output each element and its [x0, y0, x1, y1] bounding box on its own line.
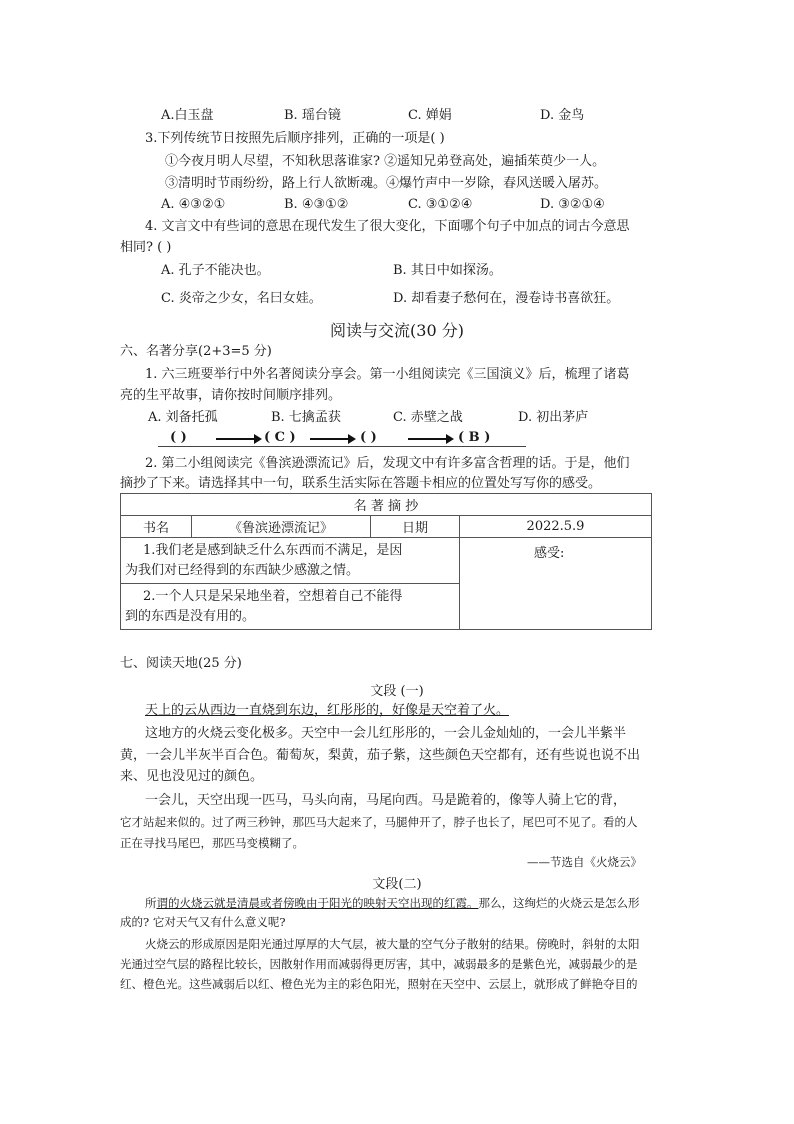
- q4-option-d: D. 却看妻子愁何在，漫卷诗书喜欲狂。: [393, 291, 620, 306]
- question-4-stem: 4. 文言文中有些词的意思在现代发生了很大变化，下面哪个句子中加点的词古今意思: [145, 219, 630, 234]
- part-6-q2: 2. 第二小组阅读完《鲁滨逊漂流记》后，发现文中有许多富含哲理的话。于是，他们: [145, 456, 630, 471]
- passage-2-line-1-pre: 所: [145, 896, 157, 910]
- arrow-3: [408, 438, 452, 440]
- poem-line-1: ①今夜月明人尽望，不知秋思落谁家? ②遥知兄弟登高处，遍插茱萸少一人。: [165, 154, 606, 169]
- quote-1-line-2: 为我们对已经得到的东西缺少感激之情。: [125, 562, 360, 578]
- event-option-a: A. 刘备托孤: [148, 410, 218, 425]
- feeling-label: 感受:: [534, 546, 565, 561]
- question-4-stem-cont: 相同? ( ): [120, 240, 172, 255]
- passage-2-para-2: 火烧云的形成原因是阳光通过厚厚的大气层，被大量的空气分子散射的结果。傍晚时，斜射的太阳: [145, 937, 640, 951]
- quote-2-line-1: 2.一个人只是呆呆地坐着，空想着自己不能得: [143, 588, 403, 604]
- passage-2-title: 文段(二): [372, 877, 422, 892]
- passage-1-underlined-sentence: 天上的云从西边一直烧到东边，红彤彤的，好像是天空着了火。: [145, 703, 510, 718]
- passage-1-para-3: 一会儿，天空出现一匹马，马头向南，马尾向西。马是跪着的，像等人骑上它的背，: [145, 793, 627, 808]
- passage-2-underlined: 谓的火烧云就是清晨或者傍晚由于阳光的映射天空出现的红霞。: [156, 896, 479, 910]
- event-option-b: B. 七擒孟获: [271, 410, 341, 425]
- section-title: 阅读与交流(30 分): [330, 321, 464, 340]
- quote-2-line-2: 到的东西是没有用的。: [125, 608, 256, 624]
- part-6-q1-cont: 亮的生平故事，请你按时间顺序排列。: [120, 388, 342, 403]
- event-option-d: D. 初出茅庐: [518, 410, 589, 425]
- poem-line-2: ③清明时节雨纷纷，路上行人欲断魂。④爆竹声中一岁除，春风送暖入屠苏。: [165, 176, 608, 191]
- passage-1-para-2-line-2: 黄，一会儿半灰半百合色。葡萄灰，梨黄，茄子紫，这些颜色天空都有，还有些说也说不出: [120, 748, 641, 763]
- sequence-slot-2[interactable]: ( C ): [264, 430, 296, 445]
- sequence-slot-1[interactable]: ( ): [170, 430, 187, 445]
- passage-1-para-3-line-2: 它才站起来似的。过了两三秒钟，那匹马大起来了，马腿伸开了，脖子也长了，尾巴可不见了。看的人: [120, 815, 638, 829]
- q3-option-d: D. ③②①④: [540, 197, 605, 212]
- part-6-heading: 六、名著分享(2+3=5 分): [120, 344, 272, 359]
- book-label: 书名: [121, 516, 192, 538]
- q3-option-b: B. ④③①②: [284, 197, 349, 212]
- option-d: D. 金鸟: [540, 108, 585, 123]
- book-title: 《鲁滨逊漂流记》: [192, 516, 371, 538]
- option-b: B. 瑶台镜: [284, 108, 341, 123]
- quote-1-line-1: 1.我们老是感到缺乏什么东西而不满足，是因: [143, 542, 403, 558]
- passage-2-line-2: 成的? 它对天气又有什么意义呢?: [120, 915, 286, 929]
- passage-2-line-1: [145, 894, 640, 912]
- event-option-c: C. 赤壁之战: [393, 410, 463, 425]
- part-7-heading: 七、阅读天地(25 分): [120, 656, 242, 671]
- date-value: 2022.5.9: [460, 516, 652, 538]
- sequence-slot-3[interactable]: ( ): [360, 430, 377, 445]
- q3-option-c: C. ③①②④: [408, 197, 473, 212]
- excerpt-table: [120, 493, 652, 630]
- arrow-2: [310, 438, 354, 440]
- option-c: C. 婵娟: [408, 108, 452, 123]
- passage-2-para-2-line-2: 光通过空气层的路程比较长，因散射作用而减弱得更厉害，其中，减弱最多的是紫色光，减弱最少的是: [120, 957, 638, 971]
- quote-1[interactable]: [121, 538, 460, 584]
- q4-option-a: A. 孔子不能决也。: [161, 263, 270, 278]
- part-6-q2-cont: 摘抄了下来。请选择其中一句，联系生活实际在答题卡相应的位置处写写你的感受。: [120, 476, 602, 491]
- sequence-slot-4[interactable]: ( B ): [458, 430, 491, 445]
- feeling-cell[interactable]: [460, 538, 652, 630]
- part-6-q1: 1. 六三班要举行中外名著阅读分享会。第一小组阅读完《三国演义》后，梳理了诸葛: [145, 367, 630, 382]
- passage-1-source: ——节选自《火烧云》: [527, 855, 642, 869]
- q4-option-c: C. 炎帝之少女，名曰女娃。: [161, 291, 322, 306]
- q3-option-a: A. ④③②①: [161, 197, 226, 212]
- passage-2-para-2-line-3: 红、橙色光。这些减弱后以红、橙色光为主的彩色阳光，照射在天空中、云层上，就形成了鲜艳夺目的: [120, 977, 638, 991]
- passage-1-para-3-line-3: 正在寻找马尾巴，那匹马变模糊了。: [120, 836, 304, 850]
- passage-1-para-2: 这地方的火烧云变化极多。天空中一会儿红彤彤的，一会儿金灿灿的，一会儿半紫半: [145, 726, 627, 741]
- table-caption: 名 著 摘 抄: [121, 494, 652, 516]
- option-a: A.白玉盘: [161, 108, 214, 123]
- q4-option-b: B. 其日中如探汤。: [393, 263, 502, 278]
- arrow-1: [216, 438, 260, 440]
- sequence-underline: [158, 446, 526, 447]
- passage-1-title: 文段 (一): [370, 684, 424, 699]
- quote-2[interactable]: [121, 584, 460, 630]
- passage-1-para-2-line-3: 来、见也没见过的颜色。: [120, 769, 264, 784]
- question-3-stem: 3.下列传统节日按照先后顺序排列，正确的一项是( ): [145, 131, 445, 146]
- date-label: 日期: [371, 516, 460, 538]
- passage-2-line-1-post: 那么，这绚烂的火烧云是怎么形: [478, 896, 640, 910]
